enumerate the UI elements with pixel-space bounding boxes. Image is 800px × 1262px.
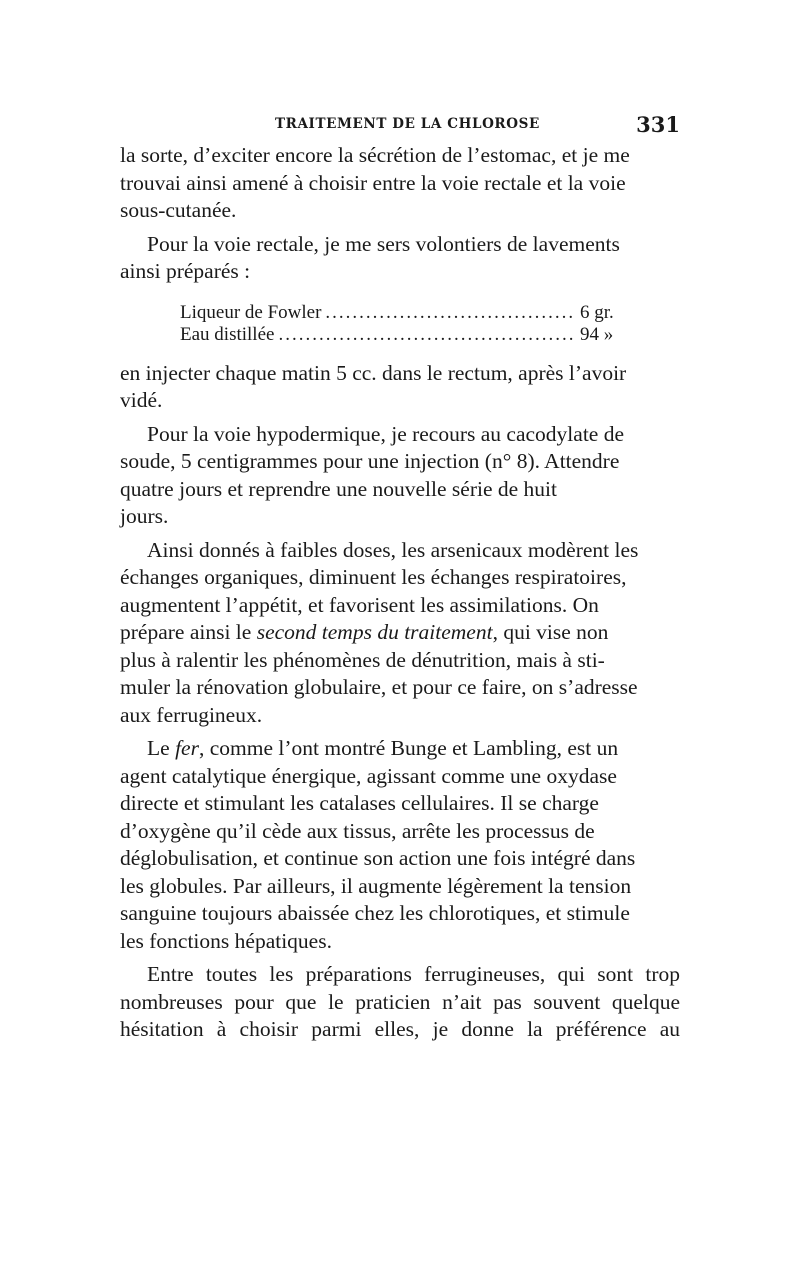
text-line: plus à ralentir les phénomènes de dénutrition, mais à sti- xyxy=(120,647,605,672)
text-fragment: , comme l’ont montré Bunge et Lambling, est un xyxy=(198,736,619,760)
text-line: en injecter chaque matin 5 cc. dans le rectum, après l’avoir xyxy=(120,360,627,385)
text-line: agent catalytique énergique, agissant comme une oxydase xyxy=(120,763,617,788)
text-fragment: Le xyxy=(147,736,176,760)
text-line: muler la rénovation globulaire, et pour ce faire, on s’adresse xyxy=(120,675,638,699)
text-line: d’oxygène qu’il cède aux tissus, arrête les processus de xyxy=(120,818,595,843)
text-line: Pour la voie hypodermique, je recours au cacodylate de xyxy=(147,421,624,446)
paragraph-6 xyxy=(120,735,680,955)
text-line: Ainsi donnés à faibles doses, les arsenicaux modèrent les xyxy=(147,537,639,562)
formula-row xyxy=(180,302,626,324)
leader-dots xyxy=(325,302,576,324)
text-line xyxy=(120,735,680,763)
text-line: Pour la voie rectale, je me sers volontiers de lavements xyxy=(147,231,620,256)
running-head xyxy=(120,112,680,142)
text-line: ainsi préparés : xyxy=(120,259,251,283)
running-title: TRAITEMENT DE LA CHLOROSE xyxy=(275,116,540,132)
body-text xyxy=(120,142,680,1044)
formula-quantity: 6 gr. xyxy=(580,301,614,323)
paragraph-3 xyxy=(120,360,680,415)
text-line: Entre toutes les préparations ferrugineuses, qui sont trop xyxy=(147,962,680,986)
text-line: vidé. xyxy=(120,388,163,412)
text-line: sanguine toujours abaissée chez les chlorotiques, et stimule xyxy=(120,901,630,925)
text-line: trouvai ainsi amené à choisir entre la voie rectale et la voie xyxy=(120,170,626,195)
text-line: quatre jours et reprendre une nouvelle série de huit xyxy=(120,476,557,501)
text-fragment: prépare ainsi le xyxy=(120,620,257,644)
formula-ingredient: Liqueur de Fowler xyxy=(180,301,322,323)
leader-dots xyxy=(278,324,576,346)
text-line: aux ferrugineux. xyxy=(120,702,263,727)
text-line: échanges organiques, diminuent les échanges respiratoires, xyxy=(120,565,627,589)
text-line: augmentent l’appétit, et favorisent les assimilations. On xyxy=(120,592,599,617)
text-line: sous-cutanée. xyxy=(120,198,237,222)
text-line: la sorte, d’exciter encore la sécrétion de l’estomac, et je me xyxy=(120,143,630,167)
text-line: jours. xyxy=(120,504,169,528)
text-line: les globules. Par ailleurs, il augmente légèrement la tension xyxy=(120,873,632,898)
paragraph-7 xyxy=(120,961,680,1044)
text-line: déglobulisation, et continue son action une fois intégré dans xyxy=(120,846,636,870)
formula-ingredient: Eau distillée xyxy=(180,323,275,345)
text-line: soude, 5 centigrammes pour une injection (n° 8). Attendre xyxy=(120,449,620,473)
text-line: hésitation à choisir parmi elles, je donne la préférence au xyxy=(120,1017,680,1041)
formula-quantity: 94 » xyxy=(580,323,614,345)
text-line: directe et stimulant les catalases cellulaires. Il se charge xyxy=(120,791,599,815)
page-number: 331 xyxy=(636,112,680,137)
prescription-formula xyxy=(180,302,626,346)
paragraph-5 xyxy=(120,537,680,730)
paragraph-4 xyxy=(120,421,680,531)
paragraph-2 xyxy=(120,231,680,286)
paragraph-1 xyxy=(120,142,680,225)
text-line xyxy=(120,619,680,647)
formula-row xyxy=(180,324,626,346)
text-fragment: , qui vise non xyxy=(492,620,609,644)
italic-word: fer xyxy=(175,736,199,760)
italic-phrase: second temps du traitement xyxy=(256,620,493,644)
text-line: nombreuses pour que le praticien n’ait pas souvent quelque xyxy=(120,989,680,1014)
book-page xyxy=(120,112,680,1044)
text-line: les fonctions hépatiques. xyxy=(120,928,332,953)
